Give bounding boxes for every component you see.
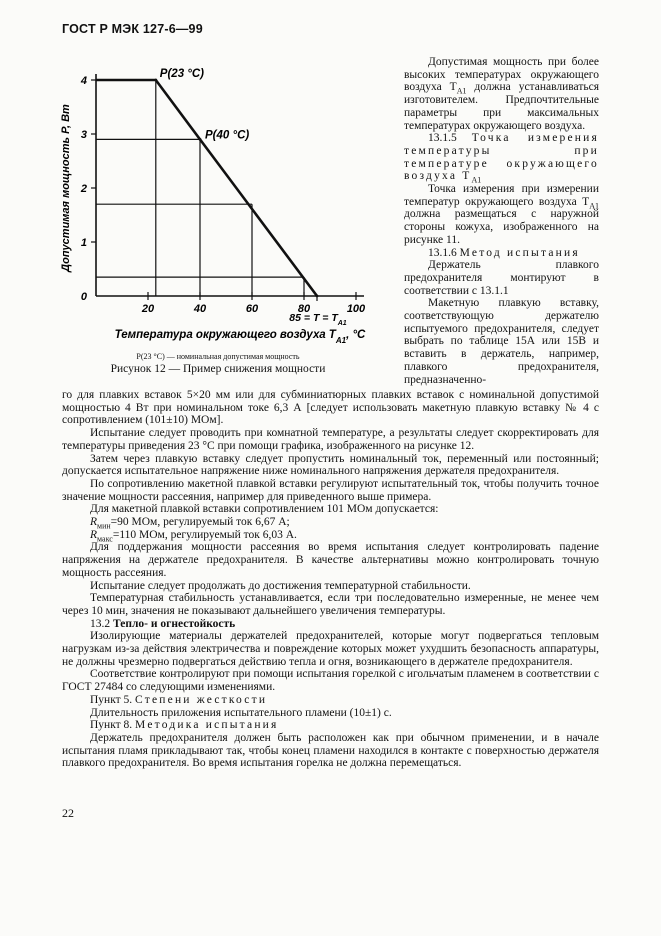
y-axis-label: Допустимая мощность P, Вт [60, 104, 72, 272]
paragraph-rated-current: Затем через плавкую вставку следует пропустить номинальный ток, переменный или постоянный; допускается испытательное напряжение ниже номинального напряжения держателя предохранителя. [62, 452, 599, 478]
derating-chart [58, 62, 378, 358]
y-tick-label: 1 [80, 237, 87, 249]
x-tick-label: 60 [245, 303, 259, 315]
main-text [62, 389, 599, 770]
series-line-p [96, 80, 317, 296]
paragraph-maintain-power: Для поддержания мощности рассеяния во время испытания следует контролировать падение напряжения на держателе предохранителя. В качестве альтернативы можно контролировать точную мощность рассеяния. [62, 541, 599, 579]
page-number: 22 [62, 806, 74, 820]
section-13-1-5-heading: 13.1.5 Точка измерения температуры при температуре окружающего воздуха $T_{A1}$ [404, 132, 599, 185]
x-tick-label: 40 [193, 303, 207, 315]
data-point [316, 295, 319, 298]
r-min-line: $R_{мин}=90$ МОм, регулируемый ток 6,67 А; [90, 516, 290, 531]
page-header: ГОСТ Р МЭК 127-6—99 [62, 22, 203, 36]
paragraph-test-temp: Испытание следует проводить при комнатной температуре, а результаты следует скорректировать для температуры приведения 23 °С при помощи графика, изображенного на рисунке 12. [62, 427, 599, 452]
x-tick-label: 80 [297, 303, 311, 315]
paragraph-resistance: По сопротивлению макетной плавкой вставки регулируют испытательный ток, чтобы получить точное значение мощности рассеяния, например для приведенного выше примера. [62, 477, 599, 503]
section-13-1-6-heading: 13.1.6 Метод испытания [428, 246, 580, 259]
data-point [154, 79, 157, 82]
chart-note: P(23 °C) — номинальная допустимая мощность [136, 352, 300, 361]
annotation-p40: P(40 °C) [205, 129, 250, 142]
x-tick-label: 100 [346, 303, 366, 315]
paragraph-continue-test: Испытание следует продолжать до достижения температурной стабильности. [90, 579, 471, 592]
right-column [404, 56, 599, 386]
data-point [199, 138, 202, 141]
paragraph-holder-mount: Держатель плавкого предохранителя монтируют в соответствии с 13.1.1 [404, 259, 599, 297]
paragraph-stability: Температурная стабильность устанавливается, если три последовательно измеренные, не менее чем через 10 мин, значения не показывают дальнейшего увеличения температуры. [62, 592, 599, 617]
paragraph-allowed: Для макетной плавкой вставки сопротивлением 101 МОм допускается: [90, 503, 439, 516]
y-tick-label: 4 [80, 75, 87, 87]
section-13-2-heading: 13.2 Тепло- и огнестойкость [90, 617, 236, 630]
paragraph-dummy-fuse: Макетную плавкую вставку, соответствующую держателю испытуемого предохранителя, следует выбрать по таблице 15А или 15В и вставить в держатель, например, плавкого предохранителя, предназначенно- [404, 297, 599, 386]
r-max-line: $R_{макс}=110$ МОм, регулируемый ток 6,03 А. [90, 528, 297, 544]
x-axis-label: Температура окружающего воздуха $T_{A1}$, °C [114, 329, 366, 345]
origin-label: 0 [80, 291, 87, 303]
y-tick-label: 3 [80, 129, 87, 141]
paragraph-measure-point: Точка измерения при измерении температур окружающего воздуха $T_{A1}$ должна размещаться с наружной стороны кожуха, изображенного на рисунке 11. [404, 183, 599, 246]
figure-caption: Рисунок 12 — Пример снижения мощности [110, 363, 326, 375]
paragraph-holder-position: Держатель предохранителя должен быть расположен как при обычном применении, и в начале испытания пламя прикладывают так, чтобы конец пламени находился в контакте с поверхностью держателя плавкого предохранителя. Во время испытания горелка не должна перемещаться. [62, 731, 599, 770]
y-tick-label: 2 [80, 183, 87, 195]
x-tick-label: 20 [141, 303, 155, 315]
item-8-heading: Пункт 8. Методика испытания [90, 719, 279, 732]
paragraph-power-rating: Допустимая мощность при более высоких температурах окружающего воздуха $T_{A1}$ должна устанавливаться изготовителем. Предпочтительные параметры при максимальных температурах окружающего воздуха. [404, 56, 599, 132]
paragraph-continued: го для плавких вставок 5×20 мм или для субминиатюрных плавких вставок с номинальной допустимой мощностью 4 Вт при номинальном токе 6,3 А [следует использовать макетную плавкую вставку № 4 с сопротивлением (101±10) МОм]. [62, 389, 599, 427]
paragraph-flame-duration: Длительность приложения испытательного пламени (10±1) с. [90, 706, 392, 719]
paragraph-compliance: Соответствие контролируют при помощи испытания горелкой с игольчатым пламенем в соответствии с ГОСТ 27484 со следующими изменениями. [62, 668, 599, 694]
item-5-heading: Пункт 5. Степени жесткости [90, 693, 268, 706]
paragraph-insulating: Изолирующие материалы держателей предохранителей, которые могут подвергаться тепловым нагрузкам из-за действия электричества и повреждение которых может ухудшить безопасность аппаратуры, не должны чрезмерно подвергаться действию тепла и огня, возникающего в держателе предохранителя. [62, 630, 599, 668]
annotation-85-ta1: $85 = T = T_{A1}$ [289, 312, 347, 327]
annotation-p23: P(23 °C) [159, 68, 205, 80]
